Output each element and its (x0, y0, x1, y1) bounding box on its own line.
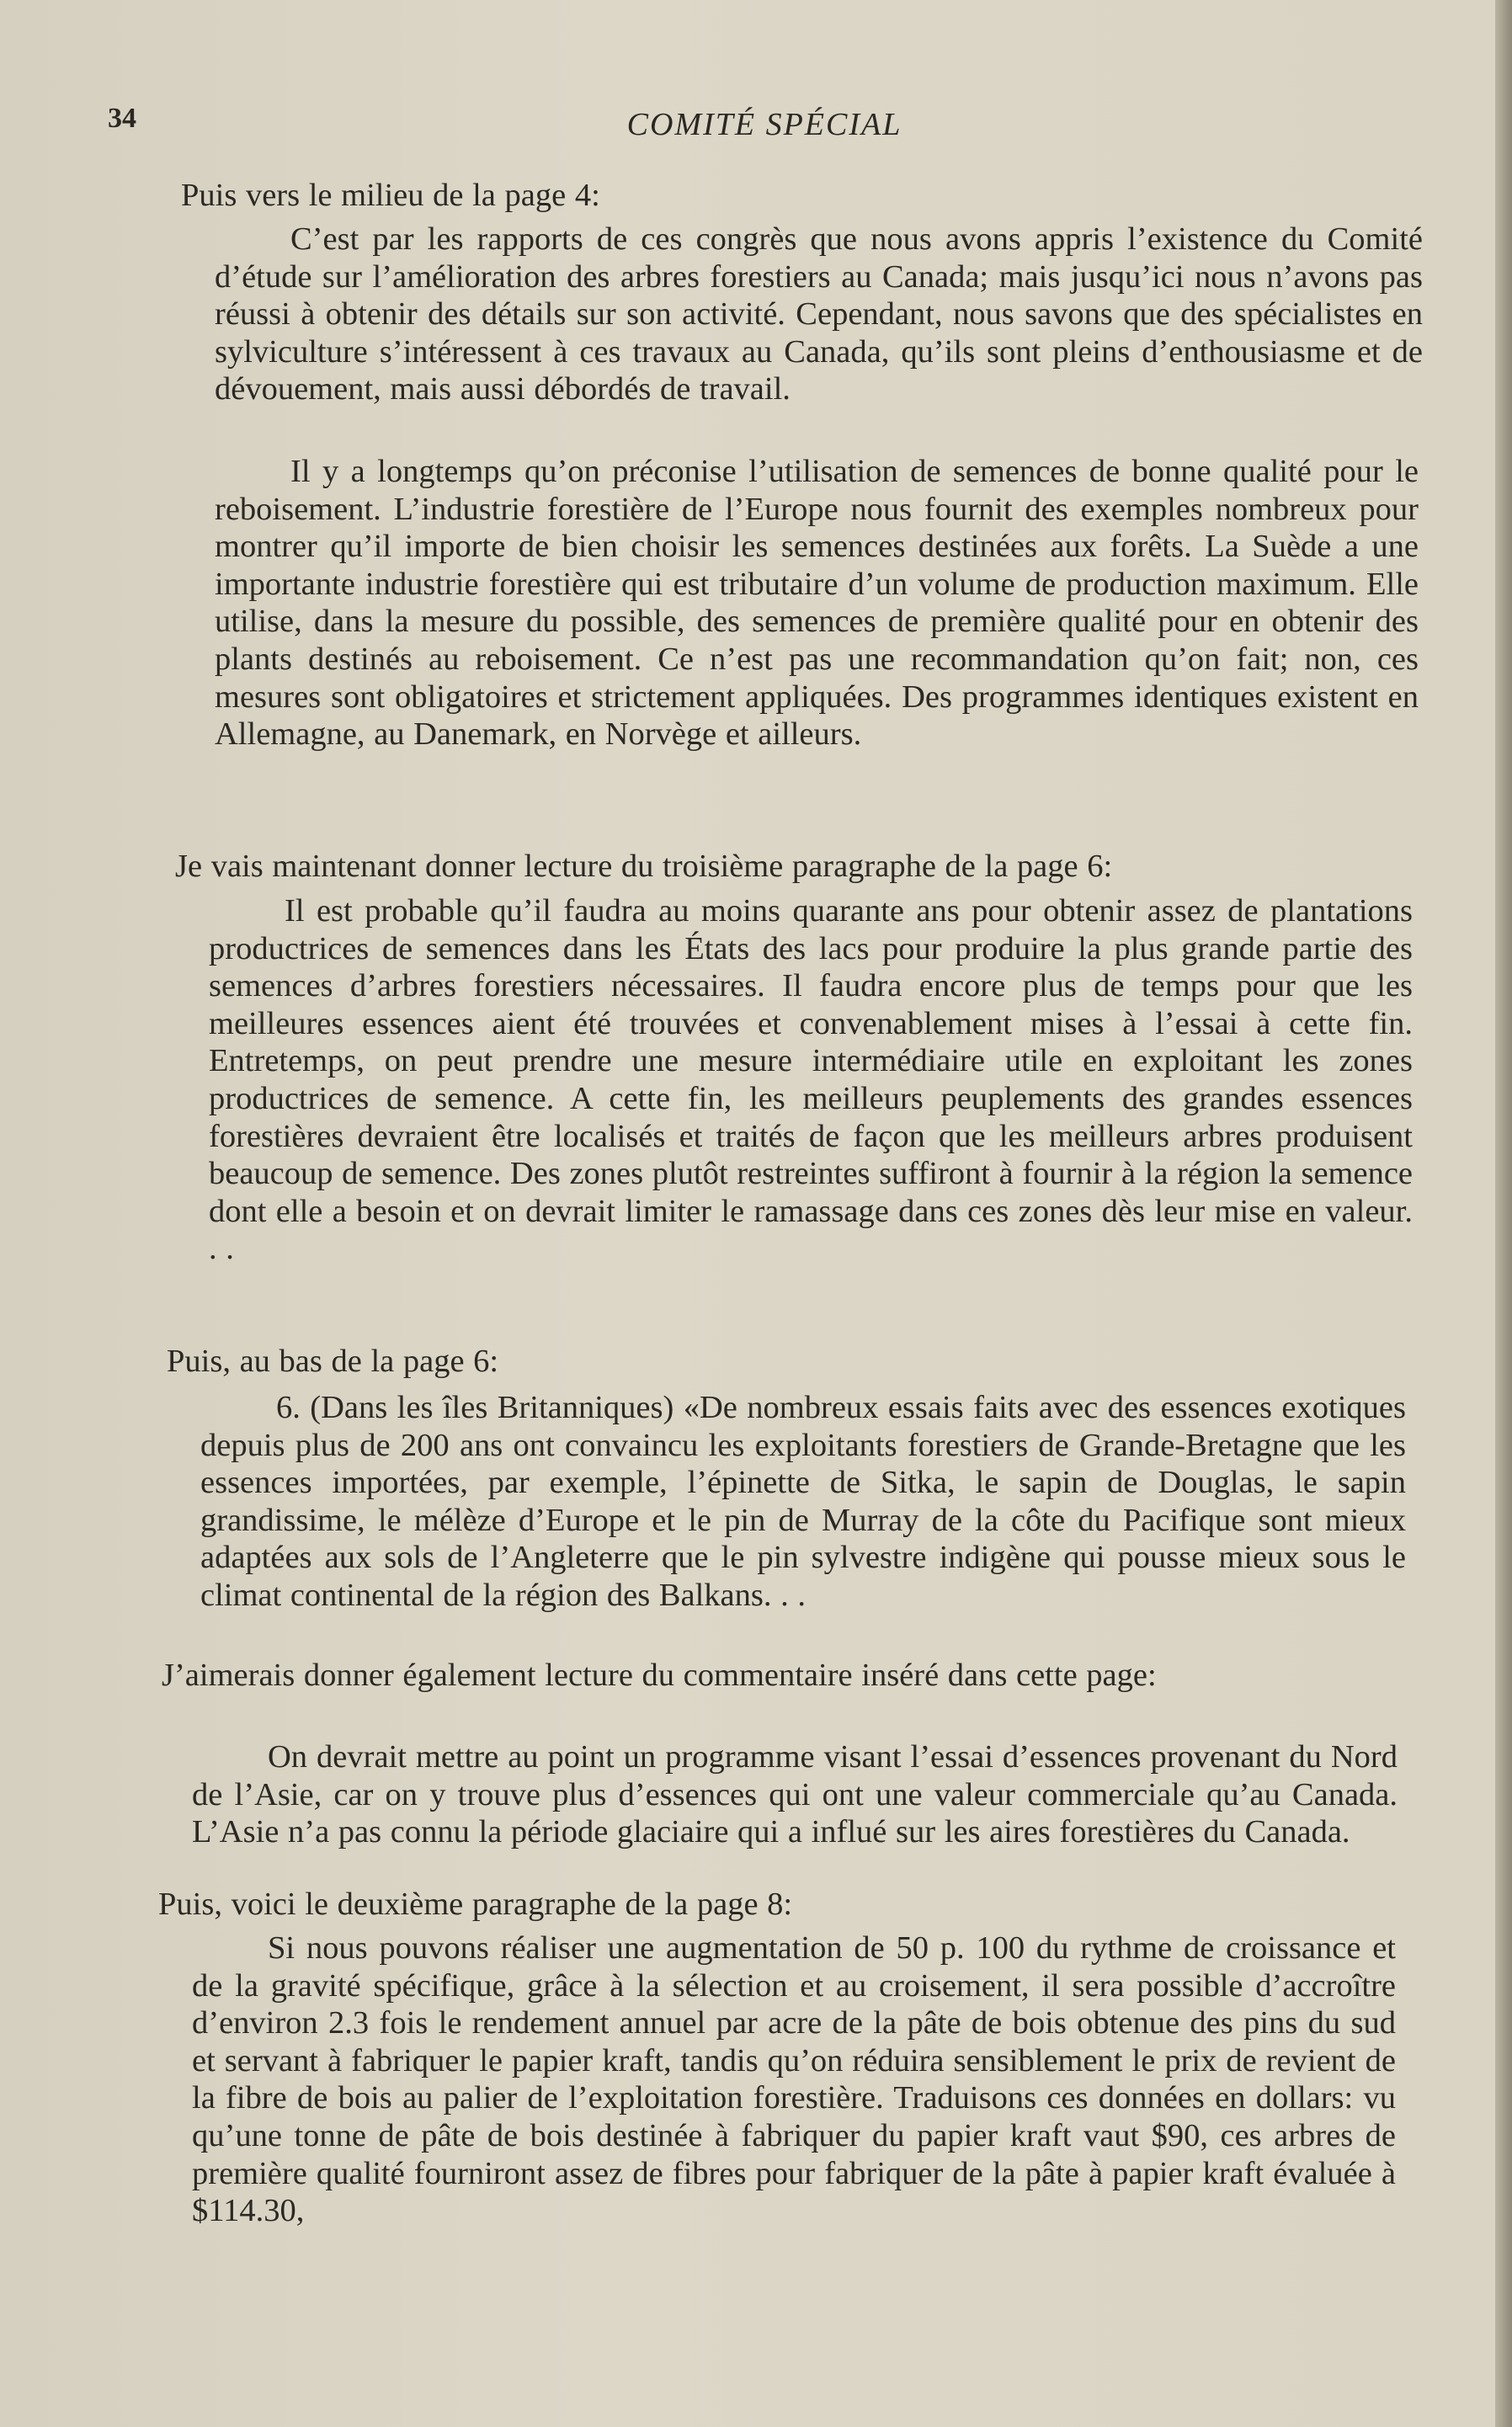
quoted-paragraph-3: 6. (Dans les îles Britanniques) «De nombreux essais faits avec des essences exotiques depuis plus de 200 ans ont convaincu les exploitants forestiers de Grande-Bretagne que les essences importées, par exemple, l’épinette de Sitka, le sapin de Douglas, le sapin grandissime, le mélèze d’Europe et le pin de Murray de la côte du Pacifique sont mieux adaptées aux sols de l’Angleterre que le pin sylvestre indigène qui pousse mieux sous le climat continental de la région des Balkans. . . (200, 1390, 1406, 1613)
quoted-paragraph-2: Il est probable qu’il faudra au moins quarante ans pour obtenir assez de plantations productrices de semences dans les États des lacs pour produire la plus grande partie des semences d’arbres forestiers nécessaires. Il faudra encore plus de temps pour que les meilleures essences aient été trouvées et convenablement mises à l’essai à cette fin. Entretemps, on peut prendre une mesure intermédiaire utile en exploitant les zones productrices de semence. A cette fin, les meilleurs peuplements des grandes essences forestières devraient être localisés et traités de façon que les meilleurs arbres produisent beaucoup de semence. Des zones plutôt restreintes suffiront à fournir à la région la semence dont elle a besoin et on devrait limiter le ramassage dans ces zones dès leur mise en valeur. . . (209, 893, 1413, 1267)
quoted-paragraph-5: Si nous pouvons réaliser une augmentation de 50 p. 100 du rythme de croissance et de la gravité spécifique, grâce à la sélection et au croisement, il sera possible d’accroître d’environ 2.3 fois le rendement annuel par acre de la pâte de bois obtenue des pins du sud et servant à fabriquer le papier kraft, tandis qu’on réduira sensiblement le prix de revient de la fibre de bois au palier de l’exploitation forestière. Traduisons ces données en dollars: vu qu’une tonne de pâte de bois destinée à fabriquer du papier kraft vaut $90, ces arbres de première qualité fourniront assez de fibres pour fabriquer de la pâte à papier kraft évaluée à $114.30, (192, 1930, 1396, 2229)
quoted-paragraph-1b: Il y a longtemps qu’on préconise l’utilisation de semences de bonne qualité pour le reboisement. L’industrie forestière de l’Europe nous fournit des exemples nombreux pour montrer qu’il importe de bien choisir les semences destinées aux forêts. La Suède a une importante industrie forestière qui est tributaire d’un volume de production maximum. Elle utilise, dans la mesure du possible, des semences de première qualité pour en obtenir des plants destinés au reboisement. Ce n’est pas une recommandation qu’on fait; non, ces mesures sont obligatoires et strictement appliquées. Des programmes identiques existent en Allemagne, au Danemark, en Norvège et ailleurs. (215, 454, 1419, 753)
page-edge (1495, 0, 1512, 2427)
intro-paragraph-2: Je vais maintenant donner lecture du troisième paragraphe de la page 6: (175, 849, 1113, 884)
page-number: 34 (108, 103, 136, 134)
intro-paragraph-3: Puis, au bas de la page 6: (167, 1344, 499, 1379)
page-header (108, 103, 1421, 153)
quoted-paragraph-1a: C’est par les rapports de ces congrès que nous avons appris l’existence du Comité d’étude sur l’amélioration des arbres forestiers au Canada; mais jusqu’ici nous n’avons pas réussi à obtenir des détails sur son activité. Cependant, nous savons que des spécialistes en sylviculture s’intéressent à ces travaux au Canada, qu’ils sont pleins d’enthousiasme et de dévouement, mais aussi débordés de travail. (215, 221, 1423, 407)
intro-paragraph-4: J’aimerais donner également lecture du commentaire inséré dans cette page: (162, 1658, 1157, 1693)
intro-paragraph-1: Puis vers le milieu de la page 4: (181, 178, 600, 213)
quoted-paragraph-4: On devrait mettre au point un programme visant l’essai d’essences provenant du Nord de l’Asie, car on y trouve plus d’essences qui ont une valeur commerciale qu’au Canada. L’Asie n’a pas connu la période glaciaire qui a influé sur les aires forestières du Canada. (192, 1739, 1398, 1850)
intro-paragraph-5: Puis, voici le deuxième paragraphe de la page 8: (158, 1887, 793, 1922)
running-title: COMITÉ SPÉCIAL (626, 107, 902, 142)
